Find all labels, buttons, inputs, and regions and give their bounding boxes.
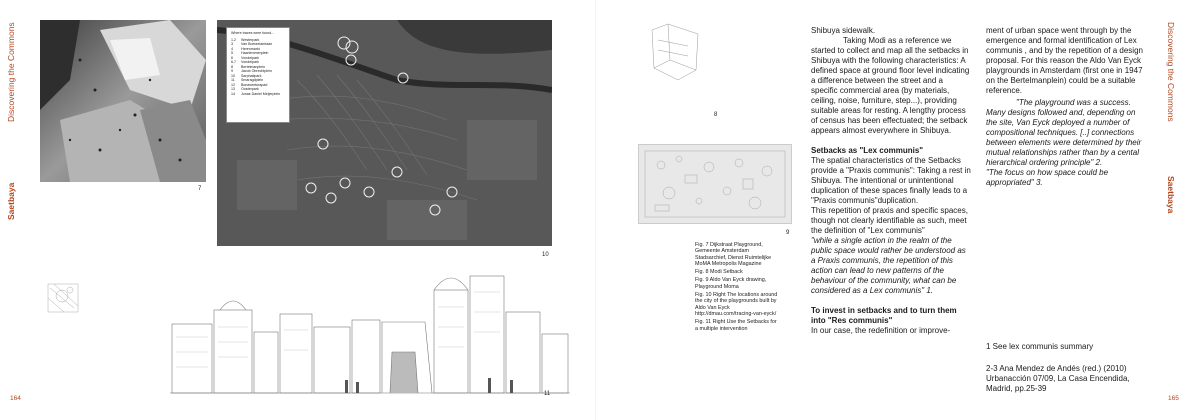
map-list-title: Where traces were found... — [231, 31, 275, 35]
footnote-1: 1 See lex communis summary — [986, 342, 1094, 351]
footnote-2: 2-3 Ana Mendez de Andés (red.) (2010) Urbanacción 07/09, La Casa Encendida, Madrid, pp.25-39 — [986, 364, 1130, 393]
left-side-subtitle: Saetbaya — [6, 182, 16, 220]
list-item: 12 Bonaventurapad — [231, 82, 268, 87]
right-page — [596, 0, 1191, 420]
list-item: 6 Vondelpark — [231, 55, 259, 60]
list-item: 11 Smaragdplein — [231, 78, 264, 82]
figure-9-drawing — [638, 144, 792, 224]
figure-9-number: 9 — [786, 230, 790, 236]
figure-8-number: 8 — [714, 112, 718, 118]
right-side-subtitle: Saetbaya — [1166, 176, 1176, 214]
figure-captions — [695, 242, 780, 334]
figure-7-number: 7 — [198, 186, 202, 192]
paragraph: ment of urban space went through by the emergence and formal identification of Lex communis , and by the repetition of a design proposal. For this reason the Aldo Van Eyck playgrounds in Amsterdam (first one in 1947 on the Bertelmanplein) could be a suitable reference. — [986, 26, 1143, 95]
list-item: 10 Sarphatipark — [231, 73, 262, 78]
figure-10-number: 10 — [542, 252, 549, 258]
figure-11-elevation — [170, 262, 570, 398]
list-item: 8 Bertelmanplein — [231, 64, 265, 69]
list-item: 1,2 Westerpark — [231, 37, 260, 42]
list-item: 5 Haarlemmerplein — [231, 51, 269, 55]
section-heading: To invest in setbacks and to turn them into "Res communis" — [811, 306, 957, 325]
caption-fig-8: Fig. 8 Modi Setback — [695, 269, 743, 276]
left-page — [0, 0, 595, 420]
small-sketch-drawing — [44, 278, 86, 320]
list-item: 9 Jacob Obrechtplein — [231, 69, 272, 73]
caption-fig-11: Fig. 11 Right Use the Setbacks for a multiple intervention — [695, 319, 777, 332]
paragraph: The spatial characteristics of the Setbacks provide a "Praxis communis": Taking a rest in Shibuya. The intentional or unintentional duplication of these spaces finally leads to a "Praxis communis"duplication. — [811, 156, 971, 205]
left-page-number: 164 — [10, 395, 21, 402]
quote: "while a single action in the realm of the public space would rather be understood as a Praxis communis, the repetition of this action can lead to new patterns of the behaviour of the community, what can be considered as a Lex communis" 1. — [811, 236, 966, 295]
figure-11-number: 11 — [544, 391, 551, 397]
text-column-1 — [811, 26, 971, 336]
left-side-title: Discovering the Commons — [6, 22, 16, 122]
paragraph: This repetition of praxis and specific spaces, though not clearly identifiable as such, meet the definition of "Lex communis" — [811, 206, 968, 235]
paragraph: In our case, the redefinition or improve- — [811, 326, 951, 335]
paragraph: Taking Modi as a reference we started to collect and map all the setbacks in Shibuya with the following characteristics: A defined space at ground floor level indicating a difference between the street and a specific commercial area (by materials, ceiling, noise, furniture, step...), providing suitable areas for resting. A lengthy process of census has been effectuated; the setback appears almost everywhere in Shibuya. — [811, 36, 970, 135]
paragraph: Shibuya sidewalk. — [811, 26, 876, 35]
quote: "The focus on how space could be appropriated" 3. — [986, 168, 1109, 187]
list-item: 6,7 Vondelpark — [231, 60, 259, 64]
section-heading: Setbacks as "Lex communis" — [811, 146, 924, 155]
right-page-number: 165 — [1168, 395, 1179, 402]
quote: "The playground was a success. Many designs followed and, depending on the site, Van Eyck deployed a number of compositional techniques. [..] connections between elements were determined by their mutual relationships rather than by a cental hierarchical ordering principle" 2. — [986, 98, 1142, 167]
map-location-list — [226, 27, 290, 123]
text-column-2 — [986, 26, 1146, 188]
figure-7-photo — [40, 20, 206, 182]
caption-fig-10: Fig. 10 Right The locations around the city of the playgrounds built by Aldo Van Eyck http://dmau.com/tracing-van-eyck/ — [695, 292, 778, 317]
list-item: 13 Oosterpark — [231, 87, 259, 91]
right-side-title: Discovering the Commons — [1166, 22, 1176, 122]
list-item: 14 Jonas Daniel Meijerplein — [231, 91, 281, 96]
list-item: 4 Herenmarkt — [231, 46, 260, 51]
caption-fig-9: Fig. 9 Aldo Van Eyck drawing, Playground Moma — [695, 277, 767, 290]
caption-fig-7: Fig. 7 Dijkstraat Playground, Gemeente Amsterdam Stadsarchief, Dienst Ruimtelijke MoMA Metropolis Magazine — [695, 242, 772, 267]
figure-8-sketch — [648, 20, 702, 86]
list-item: 3 Van Boetzelaerlaan — [231, 42, 273, 46]
